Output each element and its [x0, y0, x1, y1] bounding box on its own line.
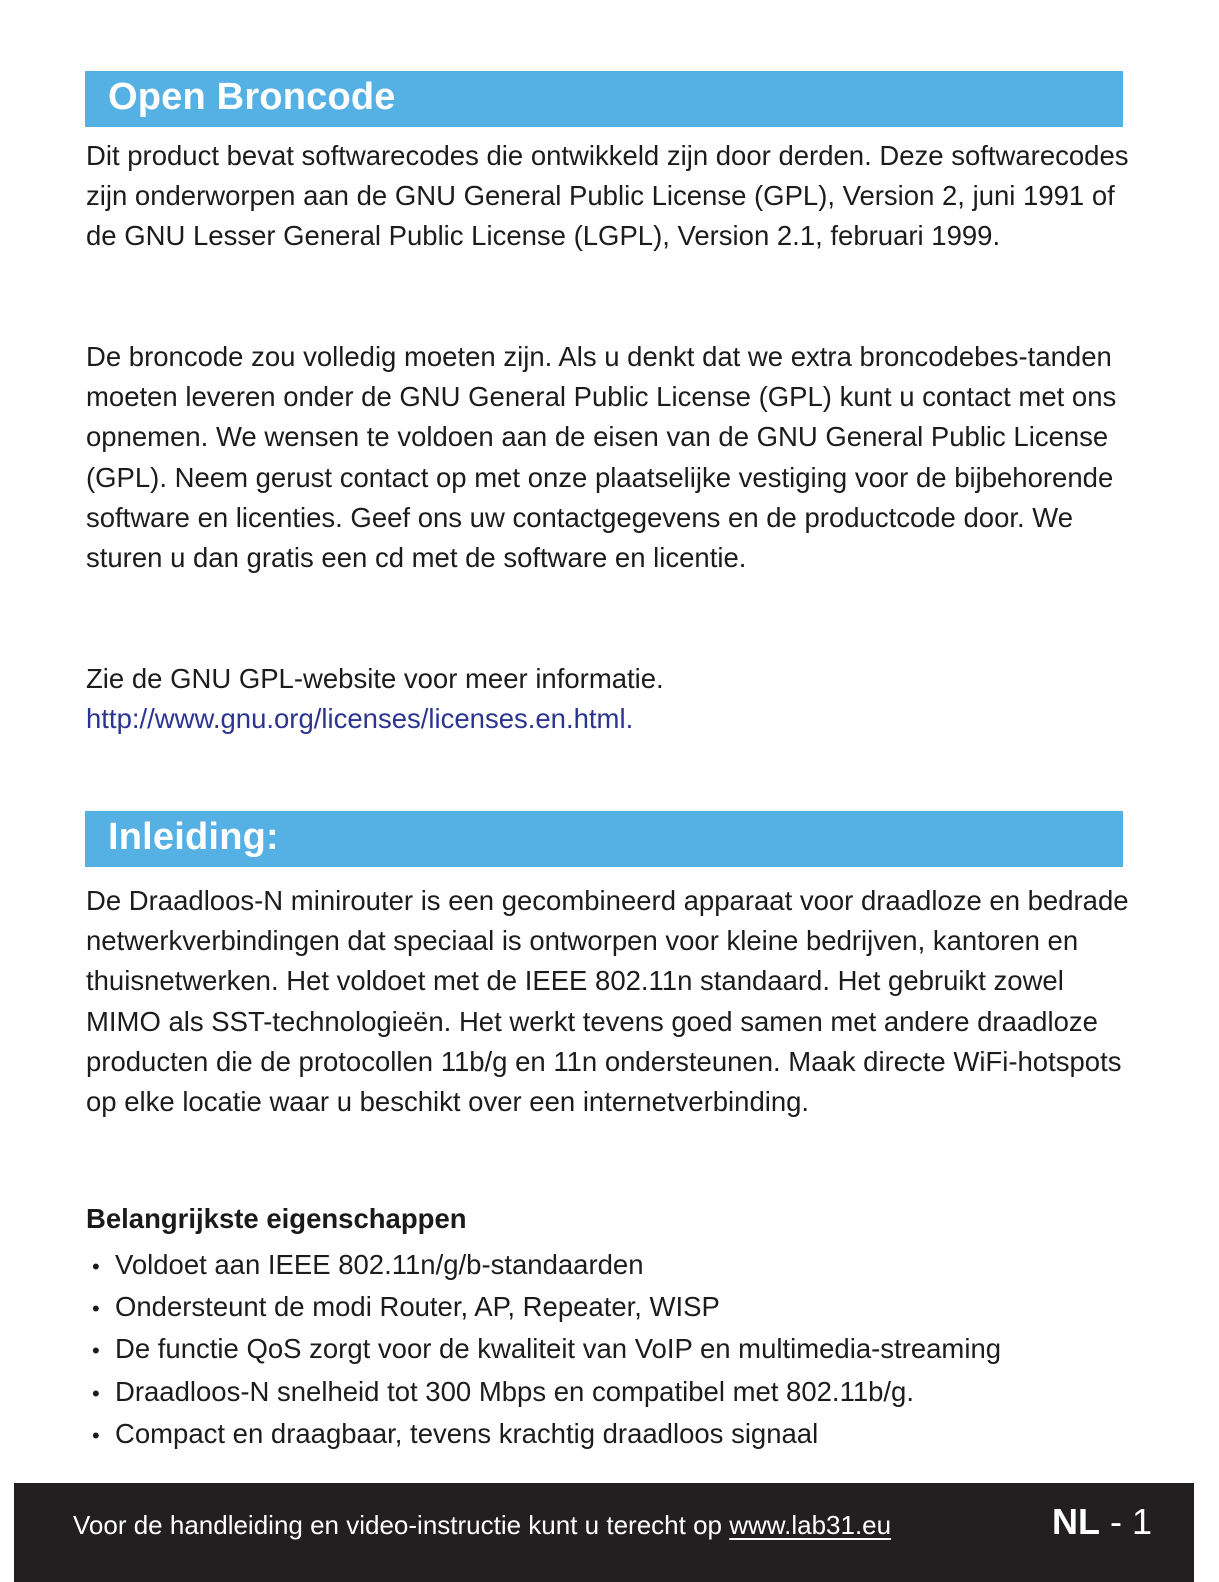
list-item: [92, 1245, 1001, 1287]
bullet-icon: •: [92, 1380, 100, 1406]
intro-paragraph: De Draadloos-N minirouter is een gecombineerd apparaat voor draadloze en bedrade netwerkverbindingen dat speciaal is ontworpen voor kleine bedrijven, kantoren en thuisnetwerken. Het voldoet met de IEEE 802.11n standaard. Het gebruikt zowel MIMO als SST-technologieën. Het werkt tevens goed samen met andere draadloze producten die de protocollen 11b/g en 11n ondersteunen. Maak directe WiFi-hotspots op elke locatie waar u beschikt over een internetverbinding.: [86, 885, 1129, 1118]
open-source-paragraph-2: De broncode zou volledig moeten zijn. Als u denkt dat we extra broncodebes-tanden moeten leveren onder de GNU General Public License (GPL) kunt u contact met ons opnemen. We wensen te voldoen aan de eisen van de GNU General Public License (GPL). Neem gerust contact op met onze plaatselijke vestiging voor de bijbehorende software en licenties. Geef ons uw contactgegevens en de productcode door. We sturen u dan gratis een cd met de software en licentie.: [86, 341, 1117, 574]
footer-text: [73, 1507, 891, 1543]
bullet-icon: •: [92, 1338, 100, 1364]
list-item: [92, 1372, 1001, 1414]
feature-text: De functie QoS zorgt voor de kwaliteit van VoIP en multimedia-streaming: [115, 1333, 1002, 1365]
open-source-more-info: [86, 659, 1131, 739]
bullet-icon: •: [92, 1254, 100, 1279]
section-header-open-source: [85, 71, 1123, 127]
feature-text: Compact en draagbaar, tevens krachtig draadloos signaal: [115, 1417, 819, 1449]
feature-text: Voldoet aan IEEE 802.11n/g/b-standaarden: [115, 1249, 644, 1280]
section-header-intro: [85, 811, 1123, 867]
feature-text: Ondersteunt de modi Router, AP, Repeater, WISP: [115, 1291, 720, 1323]
footer-message: Voor de handleiding en video-instructie kunt u terecht op: [73, 1510, 722, 1540]
list-item: [92, 1287, 1001, 1329]
list-item: [92, 1329, 1001, 1371]
section-title-intro: Inleiding:: [108, 816, 279, 858]
features-heading: Belangrijkste eigenschappen: [86, 1203, 467, 1234]
features-list: [92, 1245, 1001, 1456]
page-number: [1052, 1502, 1152, 1542]
page-number-value: 1: [1131, 1501, 1152, 1542]
page-footer: [14, 1483, 1194, 1582]
language-code: NL: [1051, 1501, 1100, 1542]
footer-website-link[interactable]: www.lab31.eu: [729, 1510, 892, 1540]
bullet-icon: •: [92, 1422, 100, 1448]
gnu-licenses-link[interactable]: http://www.gnu.org/licenses/licenses.en.html.: [86, 703, 634, 735]
list-item: [92, 1414, 1001, 1456]
feature-text: Draadloos-N snelheid tot 300 Mbps en compatibel met 802.11b/g.: [115, 1375, 914, 1407]
open-source-paragraph-1: Dit product bevat softwarecodes die ontwikkeld zijn door derden. Deze softwarecodes zijn onderworpen aan de GNU General Public License (GPL), Version 2, juni 1991 of de GNU Lesser General Public License (LGPL), Version 2.1, februari 1999.: [86, 140, 1129, 252]
more-info-text: Zie de GNU GPL-website voor meer informatie.: [86, 663, 664, 694]
page-separator: -: [1099, 1501, 1132, 1542]
section-title-open-source: Open Broncode: [108, 76, 396, 118]
bullet-icon: •: [92, 1296, 100, 1322]
